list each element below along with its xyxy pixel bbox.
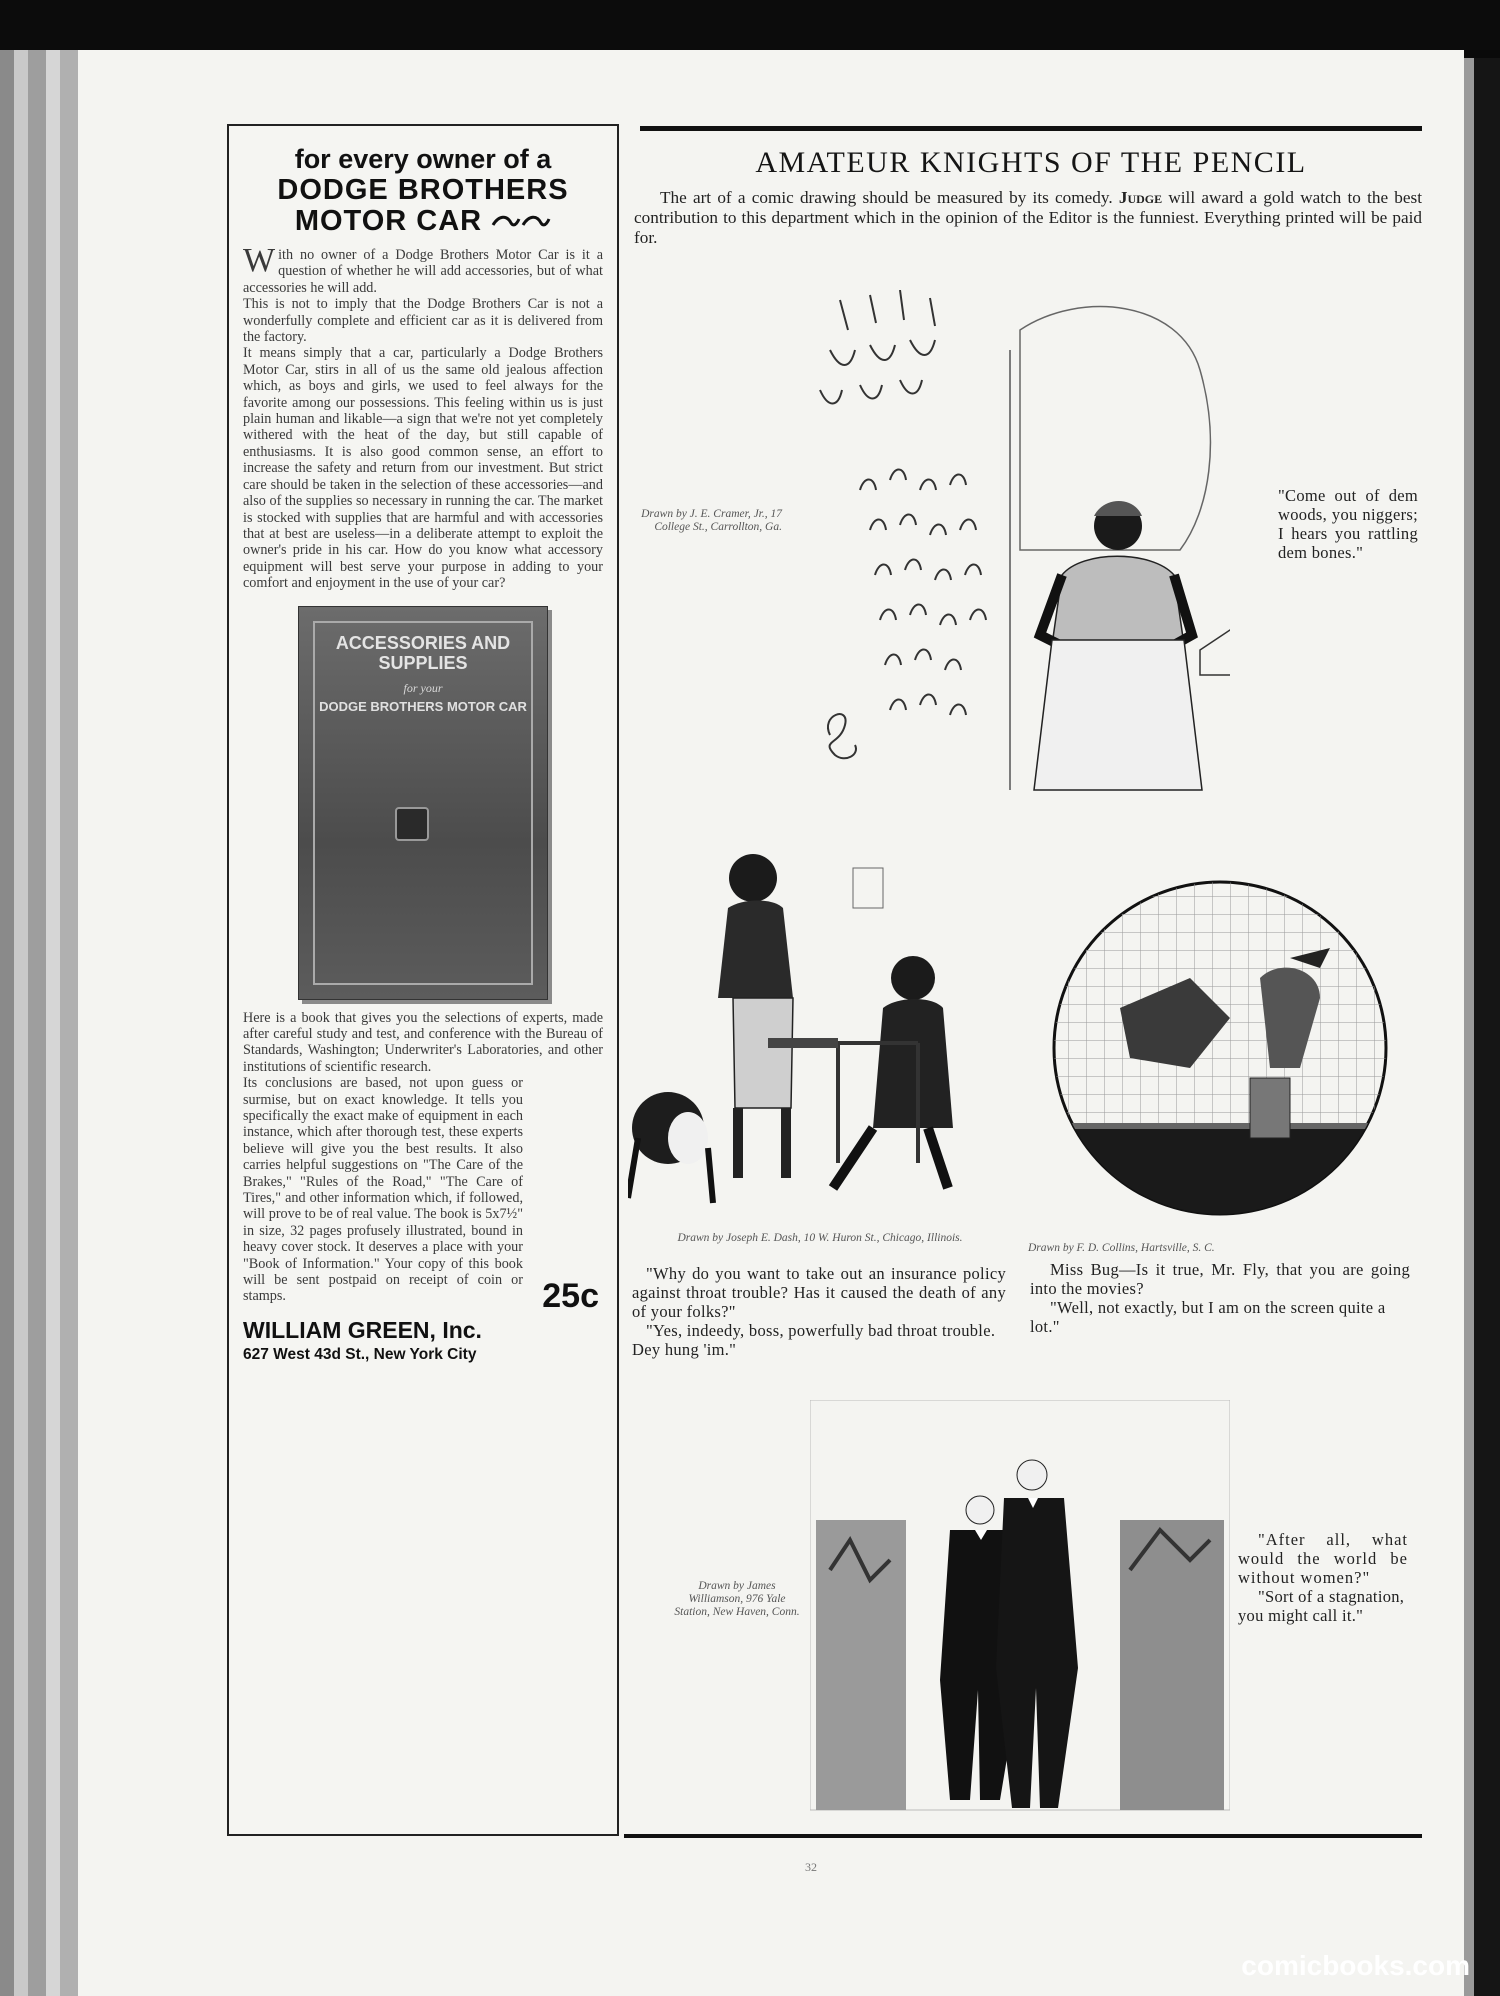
ad-paragraph: ith no owner of a Dodge Brothers Motor Car is it a question of whether he will add accessories, but of what accessories he will add. — [243, 247, 603, 296]
ad-headline — [243, 144, 603, 237]
drop-cap: W — [243, 242, 276, 279]
caption-line: "After all, what would the world be without women?" — [1238, 1530, 1408, 1587]
book-cover-illustration — [298, 606, 548, 1000]
page-number: 32 — [805, 1860, 817, 1874]
caption-line: "Sort of a stagnation, you might call it." — [1238, 1587, 1405, 1625]
bottom-rule — [624, 1834, 1422, 1838]
ad-paragraph: This is not to imply that the Dodge Brothers Car is not a wonderfully complete and efficient car as it is delivered from the factory. — [243, 296, 603, 346]
section-intro: The art of a comic drawing should be measured by its comedy. Judge will award a gold watch to the best contribution to this department which in the opinion of the Editor is the funniest. Everything printed will be paid for. — [634, 188, 1422, 247]
caption-line: "Why do you want to take out an insurance policy against throat trouble? Has it caused the death of any of your folks?" — [632, 1264, 1006, 1321]
caption-line: "Yes, indeedy, boss, powerfully bad throat trouble. Dey hung 'im." — [632, 1321, 996, 1359]
book-brand: DODGE BROTHERS MOTOR CAR — [319, 698, 527, 714]
cartoon-caption — [632, 1264, 1006, 1359]
section-title: AMATEUR KNIGHTS OF THE PENCIL — [755, 146, 1307, 179]
ad-company: WILLIAM GREEN, Inc. — [243, 1316, 482, 1343]
page-edge — [14, 50, 28, 1996]
cartoon-caption — [1238, 1530, 1408, 1625]
ad-paragraph: It means simply that a car, particularly a Dodge Brothers Motor Car, stirs in all of us the same old jealous affection which, as boys and girls, we used to feel always for the favorite among our possessions. This feeling within us is just plain human and likable—a sign that we're not yet completely withered with the heat of the day, but still capable of enthusiasms. It is also good common sense, an effort to increase the safety and return from our investment. But strict care should be taken in the selection of these accessories—and also of the supplies so necessary in running the car. The market is stocked with supplies that are harmful and with accessories that at best are useless—in a deliberate attempt to exploit the owner's pride in his car. How do you know what accessory equipment will best serve your purpose in adding to your comfort and enjoyment in the use of your car? — [243, 345, 603, 592]
book-subtitle: for your — [403, 680, 443, 695]
cartoon-caption — [1030, 1260, 1410, 1336]
ad-price: 25c — [542, 1277, 599, 1316]
caption-line: Miss Bug—Is it true, Mr. Fly, that you are going into the movies? — [1030, 1260, 1410, 1298]
emblem-icon — [395, 807, 429, 841]
cartoon-stagnation-illustration — [810, 1400, 1230, 1820]
judge-brand: Judge — [1118, 188, 1163, 207]
ad-address: 627 West 43d St., New York City — [243, 1345, 477, 1363]
page-edge — [0, 50, 14, 1996]
ad-headline-line-1: for every owner of a — [294, 144, 552, 174]
page-edge — [46, 50, 60, 1996]
ad-headline-line-3: MOTOR CAR — [294, 205, 483, 237]
cartoon-credit: Drawn by James Williamson, 976 Yale Station, New Haven, Conn. — [674, 1580, 800, 1618]
page-edge — [28, 50, 46, 1996]
ad-headline-line-2: DODGE BROTHERS — [277, 174, 569, 206]
dodge-advertisement — [227, 124, 619, 1836]
book-title: ACCESSORIES AND SUPPLIES — [335, 632, 511, 673]
ornament-icon — [491, 205, 551, 237]
cartoon-woods-illustration — [800, 290, 1230, 810]
caption-line: "Well, not exactly, but I am on the screen quite a lot." — [1030, 1298, 1386, 1336]
ad-body-bottom — [243, 1009, 603, 1316]
cartoon-screen-illustration — [1050, 878, 1390, 1218]
cartoon-credit: Drawn by J. E. Cramer, Jr., 17 College St., Carrollton, Ga. — [641, 508, 782, 533]
top-margin — [0, 0, 1500, 50]
ad-paragraph: Its conclusions are based, not upon guess or surmise, but on exact knowledge. It tells you specifically the exact make of equipment in each instance, which after thorough test, these experts believe will give you the best results. It also carries helpful suggestions on "The Care of the Brakes," "Rules of the Road," "The Care of Tires," and other information which, if followed, will prove to be of real value. The book is 5x7½" in size, 32 pages profusely illustrated, bound in heavy cover stock. It deserves a place with your "Book of Information." Your copy of this book will be sent postpaid on receipt of coin or stamps. — [243, 1075, 523, 1305]
top-rule — [640, 126, 1422, 131]
page-edge — [1464, 58, 1474, 1996]
ad-paragraph: Here is a book that gives you the selections of experts, made after careful study and test, and conference with the Bureau of Standards, Washington; Underwriter's Laboratories, and other institutions of scientific research. — [243, 1009, 603, 1075]
cartoon-credit: Drawn by Joseph E. Dash, 10 W. Huron St., Chicago, Illinois. — [677, 1232, 963, 1244]
cartoon-caption: "Come out of dem woods, you niggers; I hears you rattling dem bones." — [1278, 486, 1418, 562]
ad-body-top — [243, 242, 603, 592]
right-margin — [1474, 58, 1500, 1996]
site-watermark: comicbooks.com — [1241, 1950, 1470, 1981]
cartoon-credit: Drawn by F. D. Collins, Hartsville, S. C. — [1028, 1242, 1215, 1254]
page-edge — [60, 50, 78, 1996]
cartoon-insurance-illustration — [628, 838, 1008, 1218]
